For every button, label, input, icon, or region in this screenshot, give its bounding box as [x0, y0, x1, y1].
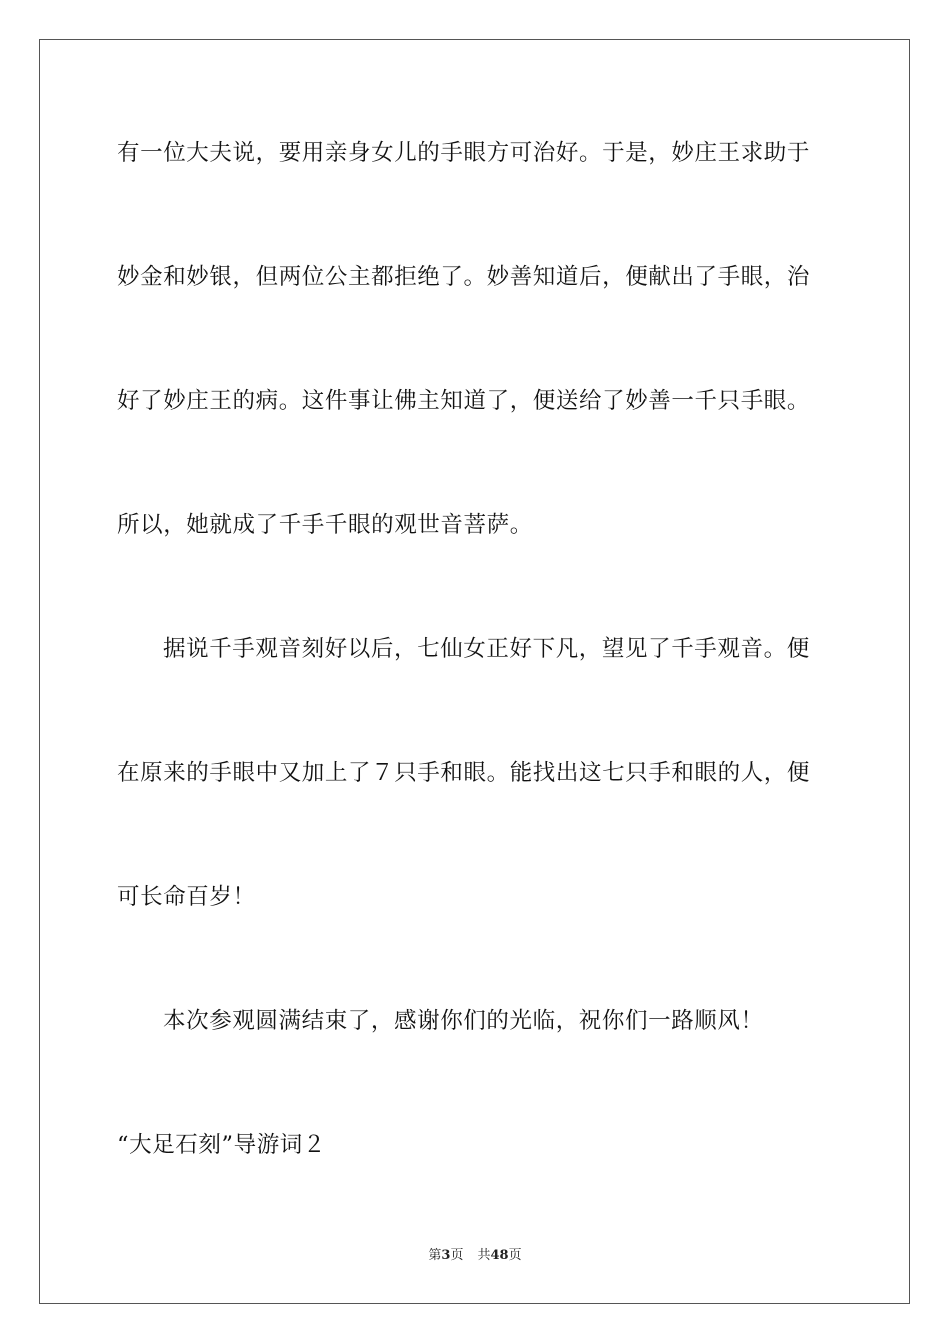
- body-text-line: 所以，她就成了千手千眼的观世音菩萨。: [117, 512, 533, 538]
- total-pages: 48: [490, 1248, 509, 1263]
- body-text-line: 在原来的手眼中又加上了７只手和眼。能找出这七只手和眼的人，便: [117, 760, 811, 786]
- body-text-line: 可长命百岁！: [117, 884, 256, 910]
- section-heading: “大足石刻”导游词２: [117, 1132, 327, 1158]
- page-border: [39, 39, 910, 1304]
- page-label-suffix: 页: [450, 1248, 464, 1263]
- page-footer: [0, 1247, 950, 1265]
- total-label-prefix: 共: [477, 1248, 491, 1263]
- body-text-line: 有一位大夫说，要用亲身女儿的手眼方可治好。于是，妙庄王求助于: [117, 140, 811, 166]
- page-number: 3: [441, 1248, 451, 1263]
- body-text-line: 好了妙庄王的病。这件事让佛主知道了，便送给了妙善一千只手眼。: [117, 388, 811, 414]
- paragraph-first-line: 据说千手观音刻好以后，七仙女正好下凡，望见了千手观音。便: [163, 636, 810, 662]
- total-label-suffix: 页: [508, 1248, 522, 1263]
- paragraph-first-line: 本次参观圆满结束了，感谢你们的光临，祝你们一路顺风！: [163, 1008, 764, 1034]
- body-text-line: 妙金和妙银，但两位公主都拒绝了。妙善知道后，便献出了手眼，治: [117, 264, 811, 290]
- page-label-prefix: 第: [428, 1248, 442, 1263]
